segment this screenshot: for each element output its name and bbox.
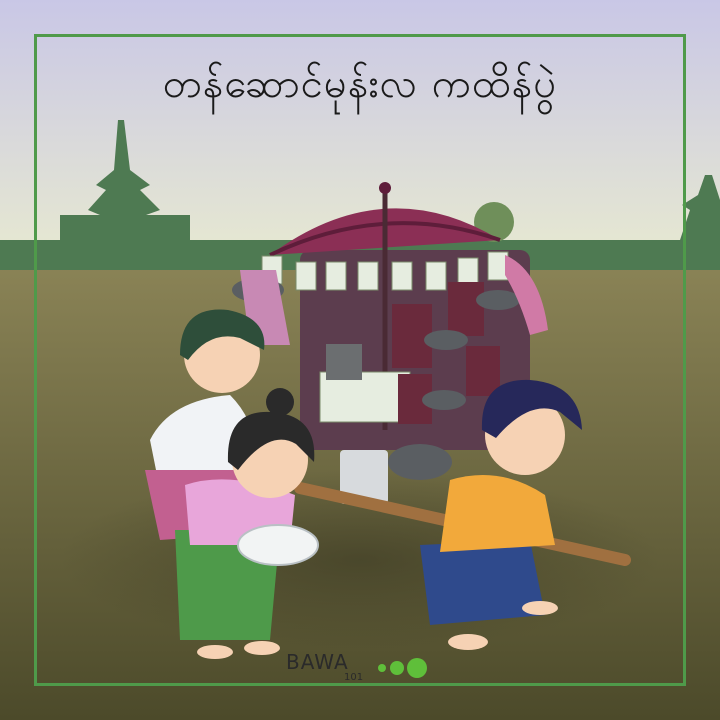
brand-name: BAWA [286, 650, 349, 674]
page-title: တန်ဆောင်မုန်းလ ကထိန်ပွဲ [162, 61, 558, 107]
brand-sub: 101 [344, 672, 364, 683]
brand-dot-small [378, 664, 386, 672]
brand-dot-medium [390, 661, 404, 675]
brand-dot-large [407, 658, 427, 678]
brand-logo [286, 648, 446, 688]
